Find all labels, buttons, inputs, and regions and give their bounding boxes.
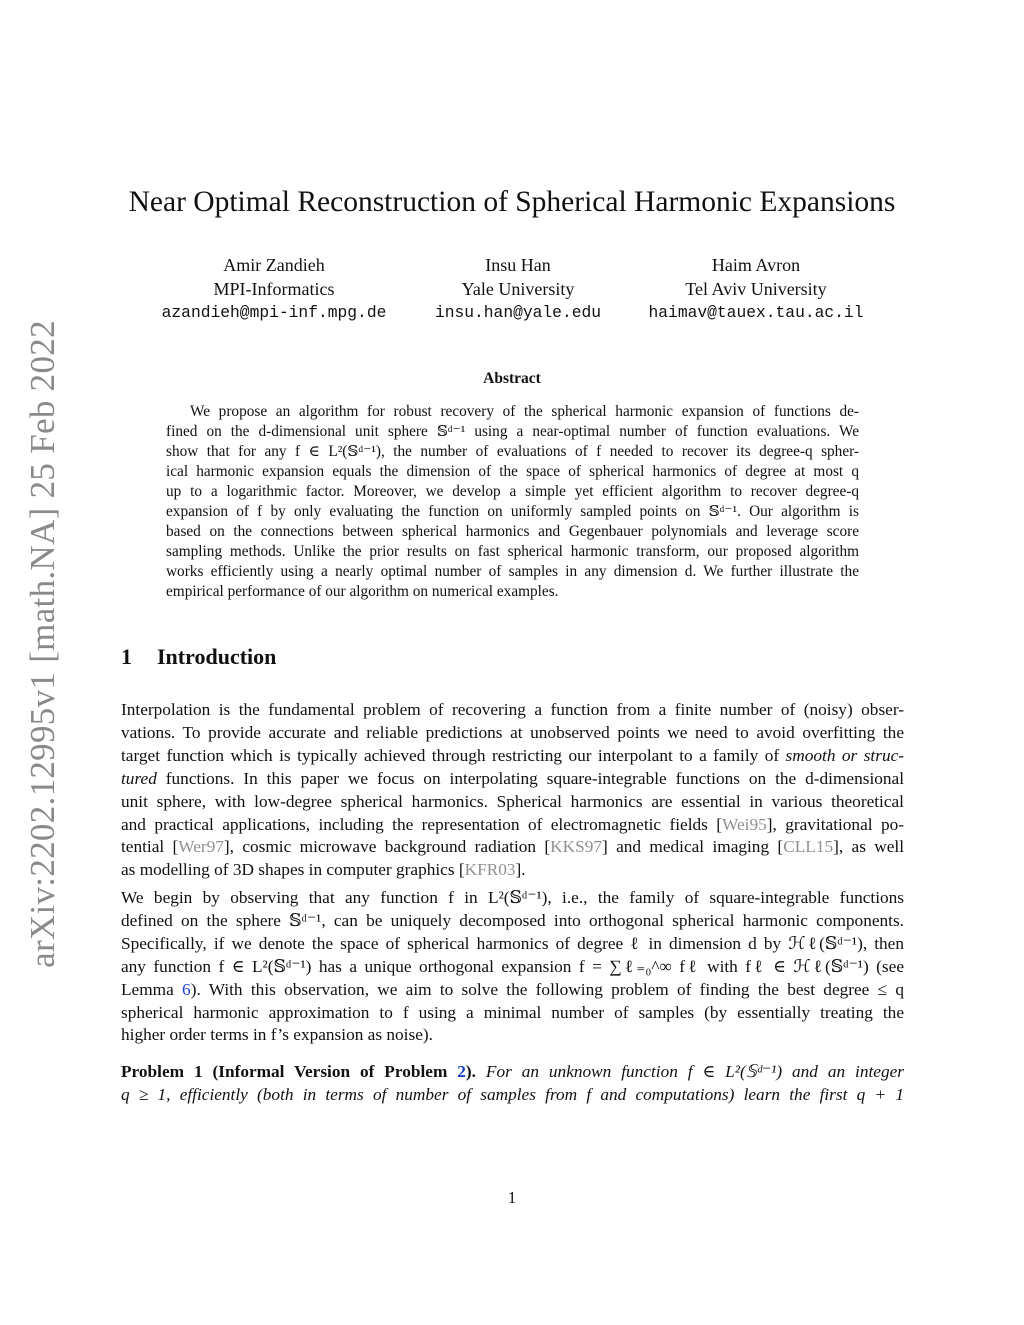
problem-text: For an unknown function f ∈ L²(𝕊ᵈ⁻¹) and an integer — [485, 1062, 904, 1081]
text-line: Specifically, if we denote the space of spherical harmonics of degree ℓ in dimension d by ℋℓ(𝕊ᵈ⁻¹), then — [121, 933, 904, 953]
author-affiliation: Tel Aviv University — [685, 278, 827, 299]
abstract-line: based on the connections between spherical harmonics and Gegenbauer polynomials and leverage score — [166, 523, 859, 540]
problem-statement — [121, 1061, 904, 1107]
abstract-heading: Abstract — [483, 370, 541, 387]
text-line — [121, 1061, 904, 1084]
text-line: tential [Wer97], cosmic microwave background radiation [KKS97] and medical imaging [CLL15], as well — [121, 837, 905, 857]
intro-paragraph-2 — [121, 887, 904, 1047]
problem-label: Problem 1 (Informal Version of Problem 2). — [121, 1062, 476, 1081]
text-line: tured functions. In this paper we focus on interpolating square-integrable functions on the d-dimensional — [121, 768, 904, 788]
problem-text: q ≥ 1, efficiently (both in terms of number of samples from f and computations) learn the first q + 1 — [121, 1084, 904, 1104]
text-line: Lemma 6). With this observation, we aim to solve the following problem of finding the best degree ≤ q — [121, 979, 904, 999]
text-line: spherical harmonic approximation to f using a minimal number of samples (by essentially treating the — [121, 1002, 904, 1022]
text-line: We begin by observing that any function f in L²(𝕊ᵈ⁻¹), i.e., the family of square-integrable functions — [121, 888, 904, 907]
author-email[interactable]: haimav@tauex.tau.ac.il — [648, 303, 864, 322]
intro-paragraph-1 — [121, 699, 904, 882]
abstract-line: up to a logarithmic factor. Moreover, we develop a simple yet efficient algorithm to recover degree-q — [166, 483, 859, 500]
emphasis-text: tured — [121, 768, 157, 788]
section-heading — [121, 644, 276, 670]
author-email[interactable]: azandieh@mpi-inf.mpg.de — [161, 303, 387, 322]
abstract-line: ical harmonic expansion equals the dimension of the space of spherical harmonics of degree at most q — [166, 463, 859, 480]
abstract-line: sampling methods. Unlike the prior results on fast spherical harmonic transform, our proposed algorithm — [166, 543, 859, 560]
author-email[interactable]: insu.han@yale.edu — [434, 303, 602, 322]
author-affiliation: MPI-Informatics — [213, 278, 335, 299]
arxiv-identifier: arXiv:2202.12995v1 [math.NA] 25 Feb 2022 — [23, 320, 62, 968]
author-name: Insu Han — [485, 255, 551, 275]
abstract-line: works efficiently using a nearly optimal number of samples in any dimension d. We further illustrate the — [166, 563, 859, 580]
emphasis-text: smooth or struc- — [785, 745, 905, 765]
citation-link[interactable]: KFR03 — [464, 860, 516, 880]
text-line: vations. To provide accurate and reliable predictions at unobserved points we need to avoid overfitting the — [121, 722, 904, 742]
abstract-line: show that for any f ∈ L²(𝕊ᵈ⁻¹), the number of evaluations of f needed to recover its degree-q spher- — [166, 443, 859, 460]
text-line — [121, 1084, 904, 1107]
citation-link[interactable]: KKS97 — [550, 837, 603, 857]
citation-link[interactable]: CLL15 — [783, 837, 834, 857]
citation-link[interactable]: Wei95 — [722, 814, 767, 834]
paper-title: Near Optimal Reconstruction of Spherical Harmonic Expansions — [128, 186, 896, 218]
author-block — [616, 254, 896, 325]
text-line: and practical applications, including the representation of electromagnetic fields [Wei95], gravitational po- — [121, 814, 904, 834]
abstract-body — [166, 402, 859, 602]
text-line: unit sphere, with low-degree spherical harmonics. Spherical harmonics are essential in various theoretical — [121, 791, 904, 811]
lemma-link[interactable]: 6 — [182, 979, 191, 999]
section-number: 1 — [121, 644, 132, 669]
abstract-line: empirical performance of our algorithm on numerical examples. — [166, 583, 559, 600]
abstract-line: We propose an algorithm for robust recovery of the spherical harmonic expansion of functions de- — [190, 403, 859, 420]
text-line: higher order terms in f’s expansion as noise). — [121, 1025, 433, 1045]
text-line: as modelling of 3D shapes in computer graphics [KFR03]. — [121, 860, 526, 880]
citation-link[interactable]: Wer97 — [178, 837, 224, 857]
page-number: 1 — [507, 1188, 517, 1207]
author-affiliation: Yale University — [461, 278, 575, 299]
abstract-line: fined on the d-dimensional unit sphere 𝕊ᵈ⁻¹ using a near-optimal number of function evaluations. We — [166, 423, 859, 440]
section-title: Introduction — [157, 644, 277, 669]
text-line: defined on the sphere 𝕊ᵈ⁻¹, can be uniquely decomposed into orthogonal spherical harmonic components. — [121, 910, 904, 930]
problem-link[interactable]: 2 — [457, 1062, 466, 1081]
text-line: target function which is typically achieved through restricting our interpolant to a family of smooth or struc- — [121, 745, 905, 765]
author-name: Haim Avron — [711, 255, 801, 275]
text-line: any function f ∈ L²(𝕊ᵈ⁻¹) has a unique orthogonal expansion f = ∑ℓ₌₀^∞ fℓ with fℓ ∈ ℋℓ(𝕊ᵈ⁻¹) (see — [121, 956, 904, 976]
author-block — [134, 254, 414, 325]
abstract-line: expansion of f by only evaluating the function on uniformly sampled points on 𝕊ᵈ⁻¹. Our algorithm is — [166, 503, 859, 520]
author-name: Amir Zandieh — [223, 255, 325, 275]
text-line: Interpolation is the fundamental problem of recovering a function from a finite number of (noisy) obser- — [121, 700, 904, 719]
